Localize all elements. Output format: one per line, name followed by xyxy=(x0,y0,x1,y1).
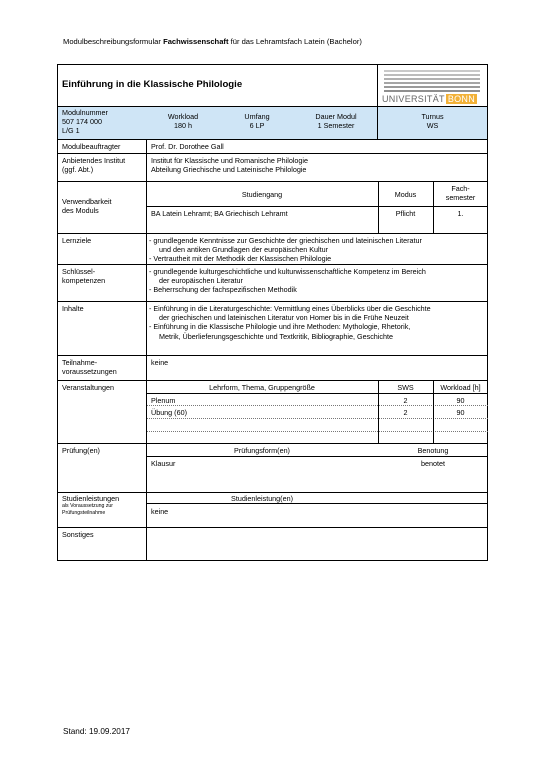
workload-block xyxy=(146,112,220,130)
turnus-block xyxy=(378,112,487,130)
umfang-block xyxy=(220,112,294,130)
lg-value: L/G 1 xyxy=(62,126,80,136)
turnus-label: Turnus xyxy=(421,112,444,121)
schluessel-label: Schlüssel- kompetenzen xyxy=(62,267,106,286)
lehrform-header: Lehrform, Thema, Gruppengröße xyxy=(209,383,315,392)
workload-label: Workload xyxy=(167,112,199,121)
modulnummer-value: 507 174 000 xyxy=(62,117,102,127)
umfang-label: Umfang xyxy=(244,112,270,121)
modus-value: Pflicht xyxy=(395,209,416,218)
veranstaltung-row-1-name: Plenum xyxy=(151,396,176,405)
benotung-value: benotet xyxy=(421,459,445,468)
beauftragter-value: Prof. Dr. Dorothee Gall xyxy=(151,142,224,151)
studienleistung-header: Studienleistung(en) xyxy=(231,494,293,503)
header-bold: Fachwissenschaft xyxy=(163,37,229,46)
workload-value: 180 h xyxy=(174,121,192,131)
document-header xyxy=(63,37,362,46)
fachsemester-value: 1. xyxy=(457,209,464,218)
studienleistung-value: keine xyxy=(151,507,169,516)
modus-header: Modus xyxy=(394,190,417,199)
fachsemester-header: Fach- semester xyxy=(445,184,476,203)
logo-bonn: BONN xyxy=(447,94,476,104)
veranstaltung-row-2-name: Übung (60) xyxy=(151,408,187,417)
sws-header: SWS xyxy=(397,383,414,392)
veranstaltung-row-2-sws: 2 xyxy=(403,408,408,417)
inhalte-label: Inhalte xyxy=(62,304,84,313)
sonstiges-label: Sonstiges xyxy=(62,530,94,539)
teilnahme-value: keine xyxy=(151,358,169,367)
dauer-block xyxy=(294,112,378,130)
verwendbarkeit-label: Verwendbarkeit des Moduls xyxy=(62,197,112,216)
veranstaltung-row-1-sws: 2 xyxy=(403,396,408,405)
turnus-value: WS xyxy=(426,121,439,131)
module-title: Einführung in die Klassische Philologie xyxy=(62,80,243,90)
studiengang-value: BA Latein Lehramt; BA Griechisch Lehramt xyxy=(151,209,288,218)
footer-date: Stand: 19.09.2017 xyxy=(63,727,130,736)
dauer-value: 1 Semester xyxy=(317,121,355,131)
pruefungsform-header: Prüfungsform(en) xyxy=(234,446,290,455)
studiengang-header: Studiengang xyxy=(241,190,283,199)
logo-stripes-icon xyxy=(384,70,480,94)
logo-text: UNIVERSITÄT BONN xyxy=(382,94,476,104)
beauftragter-label: Modulbeauftragter xyxy=(62,142,121,151)
dauer-label: Dauer Modul xyxy=(315,112,357,121)
modulnummer-block xyxy=(62,108,146,136)
veranstaltung-row-2-workload: 90 xyxy=(456,408,465,417)
benotung-header: Benotung xyxy=(417,446,449,455)
university-logo xyxy=(378,66,486,106)
umfang-value: 6 LP xyxy=(249,121,265,131)
header-prefix: Modulbeschreibungsformular xyxy=(63,37,161,46)
header-suffix: für das Lehramtsfach Latein (Bachelor) xyxy=(230,37,362,46)
studienleistungen-label: Studienleistungen als Voraussetzung zur Prüfungsteilnahme xyxy=(62,494,120,517)
modulnummer-label: Modulnummer xyxy=(62,108,108,117)
teilnahme-label: Teilnahme- voraussetzungen xyxy=(62,358,117,377)
veranstaltung-row-1-workload: 90 xyxy=(456,396,465,405)
schluessel-value: - grundlegende kulturgeschichtliche und kulturwissenschaftliche Kompetenz im Bereich der europäischen Literatur - Beherrschung der fachspezifischen Methodik xyxy=(149,267,426,295)
inhalte-value: - Einführung in die Literaturgeschichte: Vermittlung eines Überblicks über die Geschichte der griechischen und lateinischen Literatur von Homer bis in die Frühe Neuzeit - Einführung in die Klassische Philologie und ihre Methoden: Mythologie, Rhetorik, Metrik, Überlieferungsgeschichte und Textkritik, Bibliographie, Geschichte xyxy=(149,304,431,341)
lernziele-label: Lernziele xyxy=(62,236,92,245)
institut-label: Anbietendes Institut (ggf. Abt.) xyxy=(62,156,126,175)
lernziele-value: - grundlegende Kenntnisse zur Geschichte der griechischen und lateinischen Literatur und den antiken Grundlagen der europäischen Kultur - Vertrautheit mit der Methodik der Klassischen Philologie xyxy=(149,236,422,264)
veranstaltungen-label: Veranstaltungen xyxy=(62,383,114,392)
pruefungsform-value: Klausur xyxy=(151,459,176,468)
institut-value: Institut für Klassische und Romanische Philologie Abteilung Griechische und Lateinische Philologie xyxy=(151,156,309,175)
pruefung-label: Prüfung(en) xyxy=(62,446,100,455)
workload-header: Workload [h] xyxy=(440,383,481,392)
